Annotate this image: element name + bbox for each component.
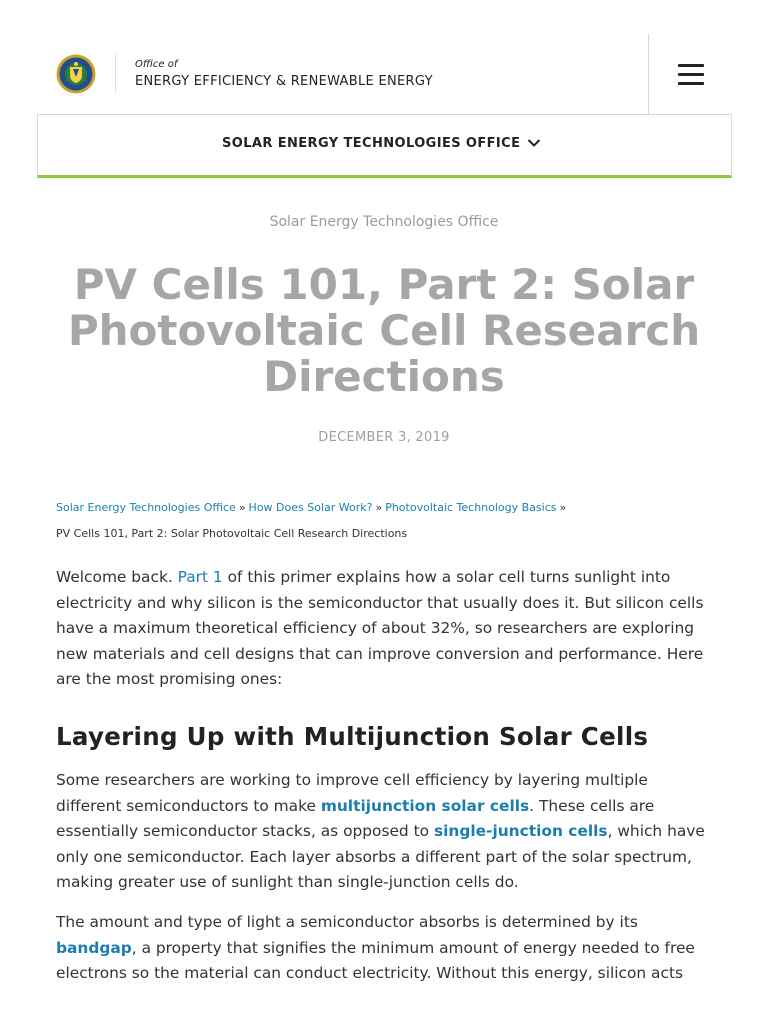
intro-paragraph: Welcome back. Part 1 of this primer explains how a solar cell turns sunlight into electricity and why silicon is the semiconductor that usually does it. But silicon cells have a maximum theoretical efficiency of about 32%, so researchers are exploring new materials and cell designs that can improve conversion and performance. Here are the most promising ones: [56, 568, 704, 689]
brand-office-name[interactable]: ENERGY EFFICIENCY & RENEWABLE ENERGY [135, 74, 433, 89]
part-1-link[interactable]: Part 1 [177, 568, 223, 586]
breadcrumb-link-pv-basics[interactable]: Photovoltaic Technology Basics [385, 501, 557, 514]
breadcrumb-link-solar-office[interactable]: Solar Energy Technologies Office [56, 501, 236, 514]
multijunction-solar-cells-link[interactable]: multijunction solar cells [320, 796, 530, 815]
breadcrumb-separator: » [559, 501, 567, 514]
breadcrumb [56, 499, 716, 542]
section-heading-multijunction: Layering Up with Multijunction Solar Cells [56, 721, 649, 751]
bandgap-paragraph: The amount and type of light a semiconductor absorbs is determined by its bandgap, a property that signifies the minimum amount of energy needed to free electrons so the material can conduct electricity. Without this energy, silicon acts [56, 912, 695, 983]
doe-seal-icon[interactable] [56, 54, 96, 94]
menu-divider [648, 34, 649, 114]
brand-office-prefix: Office of [135, 59, 178, 70]
article-body [56, 565, 716, 987]
menu-button[interactable] [663, 58, 719, 92]
bandgap-link[interactable]: bandgap [56, 938, 132, 957]
brand-divider [115, 54, 116, 92]
subnav-label: SOLAR ENERGY TECHNOLOGIES OFFICE [222, 136, 521, 151]
article-kicker[interactable]: Solar Energy Technologies Office [269, 214, 499, 230]
chevron-down-icon [527, 138, 541, 148]
page-title: PV Cells 101, Part 2: Solar Photovoltaic Cell Research Directions [67, 260, 701, 401]
multijunction-paragraph: Some researchers are working to improve cell efficiency by layering multiple different semiconductors to make multijunction solar cells. These cells are essentially semiconductor stacks, as opposed to single-junction cells, which have only one semiconductor. Each layer absorbs a different part of the solar spectrum, making greater use of sunlight than single-junction cells do. [56, 770, 705, 892]
office-subnav-toggle[interactable] [37, 114, 732, 178]
breadcrumb-separator: » [375, 501, 383, 514]
hamburger-menu-icon [678, 64, 704, 67]
article-date: DECEMBER 3, 2019 [318, 430, 450, 445]
site-header [37, 34, 732, 115]
single-junction-cells-link[interactable]: single-junction cells [433, 822, 608, 841]
breadcrumb-current: PV Cells 101, Part 2: Solar Photovoltaic Cell Research Directions [56, 527, 408, 540]
breadcrumb-link-how-solar-works[interactable]: How Does Solar Work? [248, 501, 373, 514]
breadcrumb-separator: » [238, 501, 246, 514]
